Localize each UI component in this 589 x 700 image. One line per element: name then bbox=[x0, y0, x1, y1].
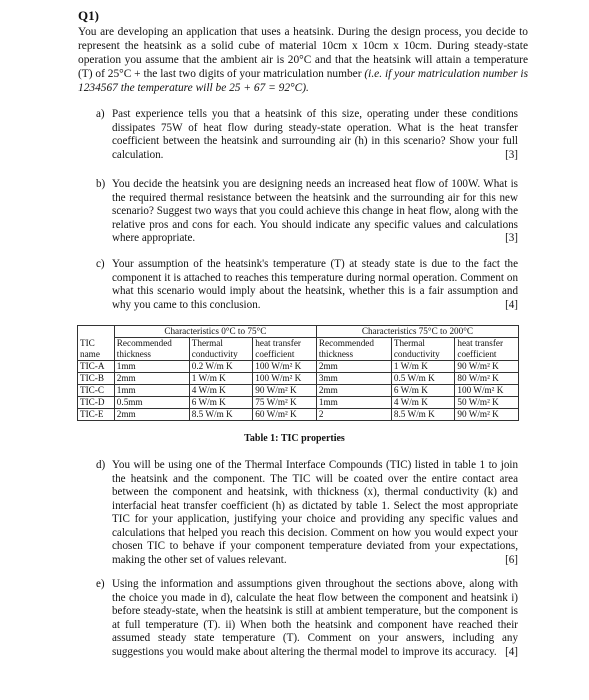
table-cell: TIC-A bbox=[78, 361, 115, 373]
table-header-cell: Recommended thickness bbox=[316, 338, 391, 361]
table-cell: 3mm bbox=[316, 373, 391, 385]
table-header-cell: Thermal conductivity bbox=[391, 338, 455, 361]
part-text: Your assumption of the heatsink's temperature (T) at steady state is due to the fact the component it is attached to reaches this temperature during normal operation. Comment on what this scenario would imply about the heatsink, whether this is a fair assumption and why you came to this conclusion. bbox=[112, 258, 518, 311]
table-cell: 50 W/m² K bbox=[455, 397, 519, 409]
table-cell: 100 W/m² K bbox=[253, 361, 317, 373]
table-row bbox=[78, 373, 519, 385]
table-header-cell: heat transfer coefficient bbox=[253, 338, 317, 361]
intro-example: (i.e. if your matriculation number is 1234567 the temperature will be 25 + 67 = 92°C). bbox=[78, 68, 529, 94]
table-group-header-row bbox=[78, 326, 519, 338]
table-cell: 8.5 W/m K bbox=[391, 409, 455, 421]
part-label: b) bbox=[96, 178, 106, 190]
table-header-cell: Recommended thickness bbox=[114, 338, 189, 361]
part-text: You will be using one of the Thermal Interface Compounds (TIC) listed in table 1 to join the heatsink and the component. The TIC will be coated over the entire contact area between the component and heatsink, with thickness (x), thermal conductivity (k) and interfacial heat transfer coefficient (h) as dictated by table 1. Select the most appropriate TIC for your application, justifying your choice and providing any specific values and calculations that helped you reach this decision. Comment on how you would expect your chosen TIC to behave if your component temperature deviated from your expectations, making the other set of values relevant. bbox=[112, 459, 518, 566]
table-row bbox=[78, 397, 519, 409]
table-header-cell: Thermal conductivity bbox=[189, 338, 253, 361]
table-row bbox=[78, 361, 519, 373]
table-row bbox=[78, 409, 519, 421]
table-header-cell: heat transfer coefficient bbox=[455, 338, 519, 361]
table-cell: 1 W/m K bbox=[391, 361, 455, 373]
tic-properties-table bbox=[77, 325, 519, 421]
part-marks: [6] bbox=[505, 553, 518, 566]
part-marks: [4] bbox=[505, 645, 518, 658]
table-caption: Table 1: TIC properties bbox=[244, 433, 345, 444]
table-cell: 2mm bbox=[316, 361, 391, 373]
table-cell: 100 W/m² K bbox=[455, 385, 519, 397]
group-header-high: Characteristics 75°C to 200°C bbox=[316, 326, 518, 338]
table-cell: 60 W/m² K bbox=[253, 409, 317, 421]
part-marks: [3] bbox=[505, 148, 518, 161]
part-label: e) bbox=[96, 578, 105, 590]
part-e bbox=[98, 578, 518, 659]
table-cell: 2mm bbox=[114, 409, 189, 421]
table-cell: TIC-E bbox=[78, 409, 115, 421]
part-text: Past experience tells you that a heatsink of this size, operating under these conditions dissipates 75W of heat flow during steady-state operation. What is the heat transfer coefficient between the heatsink and surrounding air (h) in this scenario? Show your full calculation. bbox=[112, 108, 518, 161]
part-label: a) bbox=[96, 108, 105, 120]
table-cell: 100 W/m² K bbox=[253, 373, 317, 385]
table-cell: 6 W/m K bbox=[189, 397, 253, 409]
part-d bbox=[98, 459, 518, 567]
table-cell: 4 W/m K bbox=[391, 397, 455, 409]
part-c bbox=[98, 258, 518, 312]
table-cell: TIC-B bbox=[78, 373, 115, 385]
table-cell: 2mm bbox=[316, 385, 391, 397]
table-cell: 90 W/m² K bbox=[253, 385, 317, 397]
table-header-row bbox=[78, 338, 519, 361]
table-cell: 1mm bbox=[316, 397, 391, 409]
table-cell: 80 W/m² K bbox=[455, 373, 519, 385]
part-label: c) bbox=[96, 258, 105, 270]
table-header-cell bbox=[78, 326, 115, 338]
table-cell: 90 W/m² K bbox=[455, 361, 519, 373]
table-cell: 4 W/m K bbox=[189, 385, 253, 397]
table-cell: 90 W/m² K bbox=[455, 409, 519, 421]
table-cell: 0.5 W/m K bbox=[391, 373, 455, 385]
part-text: Using the information and assumptions given throughout the sections above, along with the choice you made in d), calculate the heat flow between the component and heatsink i) before steady-state, when the heatsink is still at ambient temperature, but the component is at full temperature (T). ii) When both the heatsink and component have reached their assumed steady state temperature (T). Comment on your answers, including any suggestions you would make about altering the thermal model to improve its accuracy. bbox=[112, 578, 518, 658]
question-title: Q1) bbox=[78, 8, 99, 23]
question-intro bbox=[78, 25, 528, 95]
table-cell: 0.5mm bbox=[114, 397, 189, 409]
table-cell: 2 bbox=[316, 409, 391, 421]
table-cell: 1mm bbox=[114, 361, 189, 373]
part-marks: [4] bbox=[505, 298, 518, 311]
table-cell: 6 W/m K bbox=[391, 385, 455, 397]
part-a bbox=[98, 108, 518, 162]
table-cell: 75 W/m² K bbox=[253, 397, 317, 409]
part-label: d) bbox=[96, 459, 106, 471]
table-row bbox=[78, 385, 519, 397]
table-header-cell: TIC name bbox=[78, 338, 115, 361]
part-marks: [3] bbox=[505, 232, 518, 244]
part-text: You decide the heatsink you are designing needs an increased heat flow of 100W. What is the required thermal resistance between the heatsink and the surrounding air for this new scenario? Suggest two ways that you could achieve this change in heat flow, along with the relative pros and cons for each. You should indicate any specific values and calculations where appropriate. bbox=[112, 178, 518, 244]
group-header-low: Characteristics 0°C to 75°C bbox=[114, 326, 316, 338]
table-cell: 1mm bbox=[114, 385, 189, 397]
intro-text: You are developing an application that uses a heatsink. During the design process, you decide to represent the heatsink as a solid cube of material 10cm x 10cm x 10cm. During steady-state operation you assume that the ambient air is 20°C and that the heatsink will attain a temperature (T) of 25°C + the last two digits of your matriculation number bbox=[78, 26, 528, 80]
table-cell: TIC-D bbox=[78, 397, 115, 409]
part-b bbox=[98, 178, 518, 246]
table-cell: 2mm bbox=[114, 373, 189, 385]
table-cell: 8.5 W/m K bbox=[189, 409, 253, 421]
table-cell: 1 W/m K bbox=[189, 373, 253, 385]
table-cell: 0.2 W/m K bbox=[189, 361, 253, 373]
table-cell: TIC-C bbox=[78, 385, 115, 397]
